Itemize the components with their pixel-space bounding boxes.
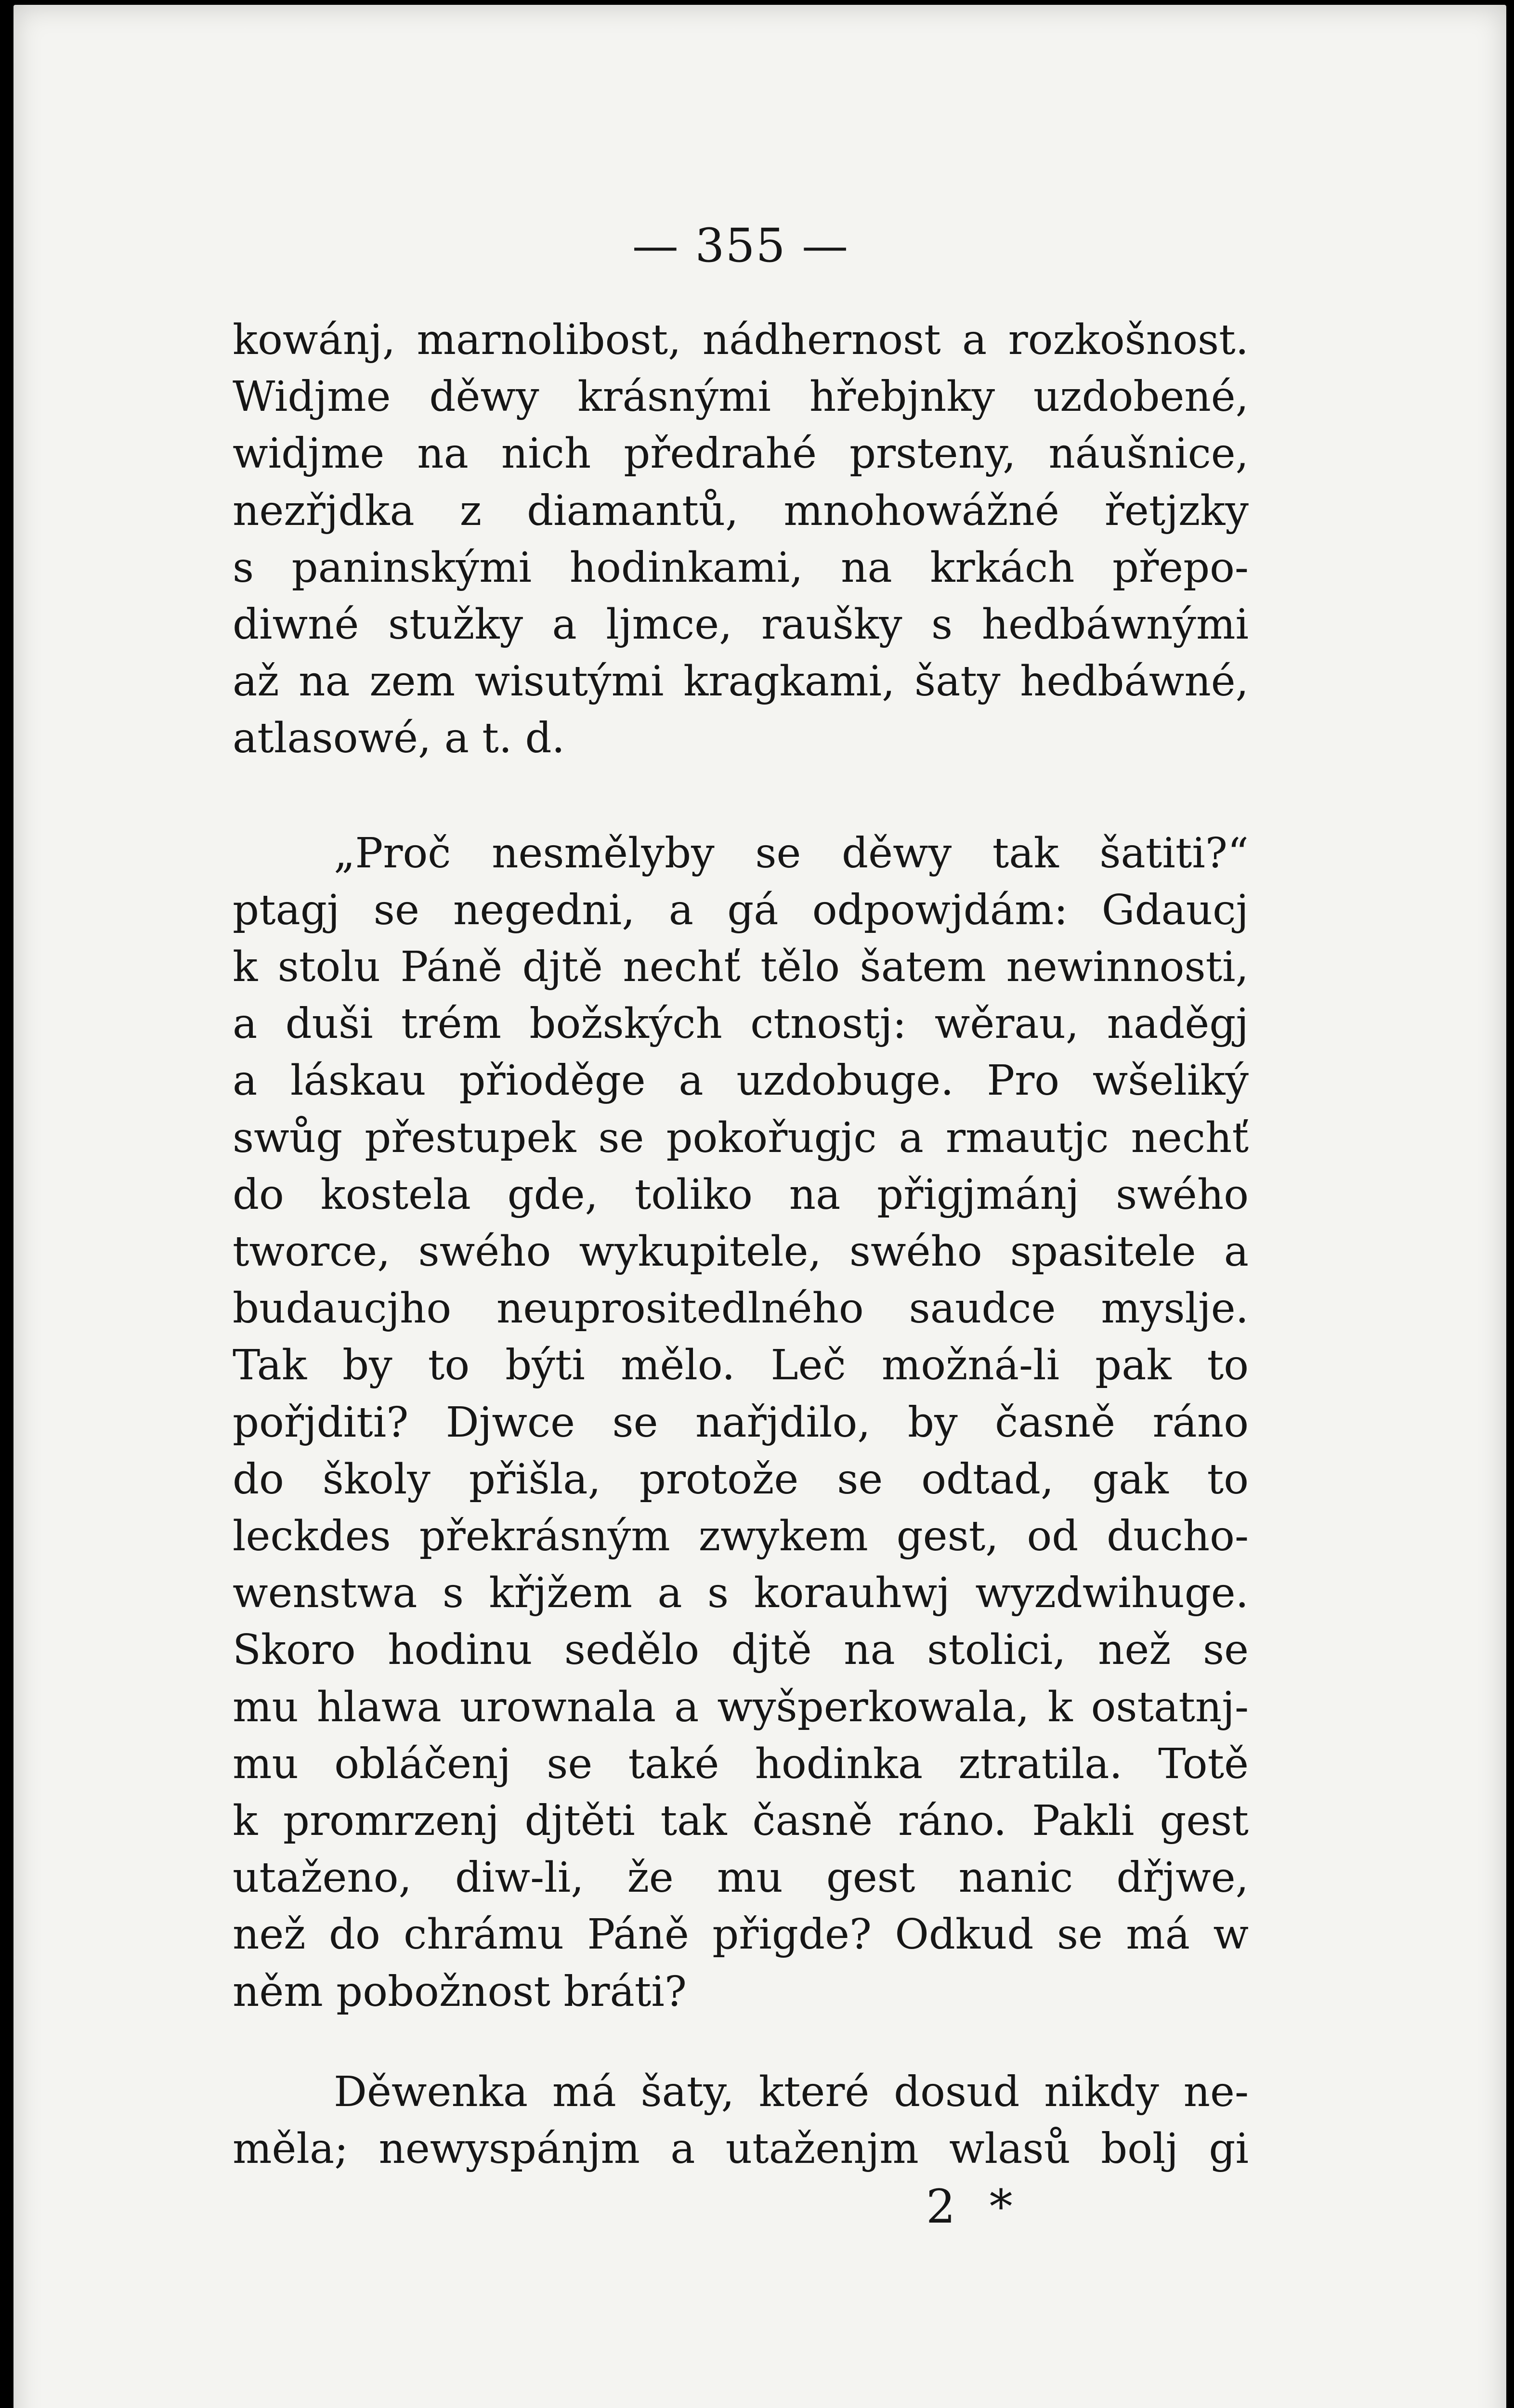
text-line: k stolu Páně djtě nechť tělo šatem newinnosti,: [233, 943, 1249, 992]
text-line: a duši trém božských ctnostj: wěrau, naděgj: [233, 1000, 1249, 1048]
text-line: ptagj se negedni, a gá odpowjdám: Gdaucj: [233, 886, 1249, 934]
paragraph-2: [233, 825, 1249, 2020]
book-page: [13, 5, 1506, 2408]
text-line: „Proč nesmělyby se děwy tak šatiti?“: [334, 829, 1249, 877]
signature-mark: 2 *: [926, 2180, 1022, 2234]
text-line: do kostela gde, toliko na přigjmánj swého: [233, 1170, 1249, 1219]
text-line: Tak by to býti mělo. Leč možná-li pak to: [233, 1341, 1249, 1390]
text-line: Skoro hodinu sedělo djtě na stolici, než se: [233, 1626, 1249, 1675]
text-line: k promrzenj djtěti tak časně ráno. Pakli gest: [233, 1797, 1249, 1845]
text-line: leckdes překrásným zwykem gest, od ducho-: [233, 1512, 1249, 1561]
text-line: Děwenka má šaty, které dosud nikdy ne-: [334, 2068, 1249, 2116]
text-line: Widjme děwy krásnými hřebjnky uzdobené,: [233, 373, 1249, 421]
text-line: mu obláčenj se také hodinka ztratila. Totě: [233, 1740, 1249, 1788]
text-line: budaucjho neuprositedlného saudce myslje.: [233, 1284, 1249, 1333]
text-line: diwné stužky a ljmce, raušky s hedbáwnými: [233, 601, 1249, 649]
text-line: nezřjdka z diamantů, mnohowážné řetjzky: [233, 486, 1249, 535]
text-block: [233, 219, 1249, 2233]
paragraph-3: [233, 2064, 1249, 2177]
text-line: něm pobožnost bráti?: [233, 1967, 687, 2016]
text-line: swůg přestupek se pokořugjc a rmautjc nechť: [233, 1113, 1249, 1162]
text-line: než do chrámu Páně přigde? Odkud se má w: [233, 1911, 1249, 1959]
text-line: utaženo, diw-li, že mu gest nanic dřjwe,: [233, 1854, 1249, 1902]
text-line: mu hlawa urownala a wyšperkowala, k ostatnj-: [233, 1683, 1249, 1731]
text-line: pořjditi? Djwce se nařjdilo, by časně ráno: [233, 1398, 1249, 1447]
paragraph-gap: [233, 2020, 1249, 2064]
text-line: s paninskými hodinkami, na krkách přepo-: [233, 543, 1249, 592]
text-line: až na zem wisutými kragkami, šaty hedbáwné,: [233, 657, 1249, 706]
paragraph-1: [233, 312, 1249, 767]
text-line: widjme na nich předrahé prsteny, náušnice,: [233, 430, 1249, 478]
scan-frame: [5, 5, 1501, 2408]
page-number-header: — 355 —: [632, 219, 849, 273]
text-line: a láskau přioděge a uzdobuge. Pro wšeliký: [233, 1057, 1249, 1105]
text-line: wenstwa s křjžem a s korauhwj wyzdwihuge.: [233, 1569, 1249, 1618]
text-line: do školy přišla, protože se odtad, gak to: [233, 1455, 1249, 1504]
text-line: atlasowé, a t. d.: [233, 714, 565, 763]
text-line: měla; newyspánjm a utaženjm wlasů bolj gi: [233, 2125, 1249, 2173]
text-line: kowánj, marnolibost, nádhernost a rozkošnost.: [233, 316, 1249, 364]
text-line: tworce, swého wykupitele, swého spasitele a: [233, 1228, 1249, 1276]
paragraph-gap: [233, 767, 1249, 825]
